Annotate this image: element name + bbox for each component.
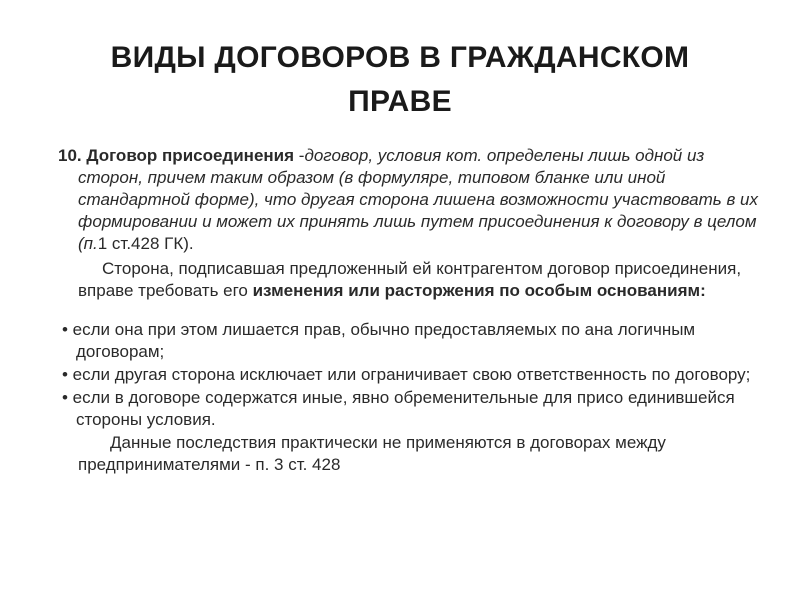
rights-text: Сторона, подписавшая предложенный ей контрагентом договор присоединения, вправе требовать его [78,259,742,300]
paragraph-conclusion: Данные последствия практически не применяются в договорах между предпринимателями - п. 3 ст. 428 [78,433,666,474]
rights-bold-text: изменения или расторжения по особым основаниям: [252,281,706,300]
title-line-1: ВИДЫ ДОГОВОРОВ В ГРАЖДАНСКОМ [110,41,690,74]
bullet-item: • если в договоре содержатся иные, явно обременительные для присо единившейся стороны условия. [62,388,735,429]
term-label: Договор присоединения [86,146,295,165]
slide-body [58,145,758,493]
paragraph-rights [58,258,758,302]
term-dash: - [294,146,305,165]
paragraph-definition [58,145,758,255]
title-line-2: ПРАВЕ [348,85,452,118]
slide-title [0,36,800,124]
bullet-item: • если она при этом лишается прав, обычно предоставляемых по ана логичным договорам; [62,320,696,361]
item-number: 10. [58,146,82,165]
term-definition: договор, условия кот. определены лишь одной из сторон, причем таким образом (в формуляре, типовом бланке или иной стандартной форме), что другая сторона лишена возможности участвовать в их формировании и может их принять лишь путем присоединения к договору в целом (п. [78,146,759,253]
bullet-item: • если другая сторона исключает или ограничивает свою ответственность по договору; [62,365,751,384]
legal-reference: 1 ст.428 ГК). [97,234,194,253]
